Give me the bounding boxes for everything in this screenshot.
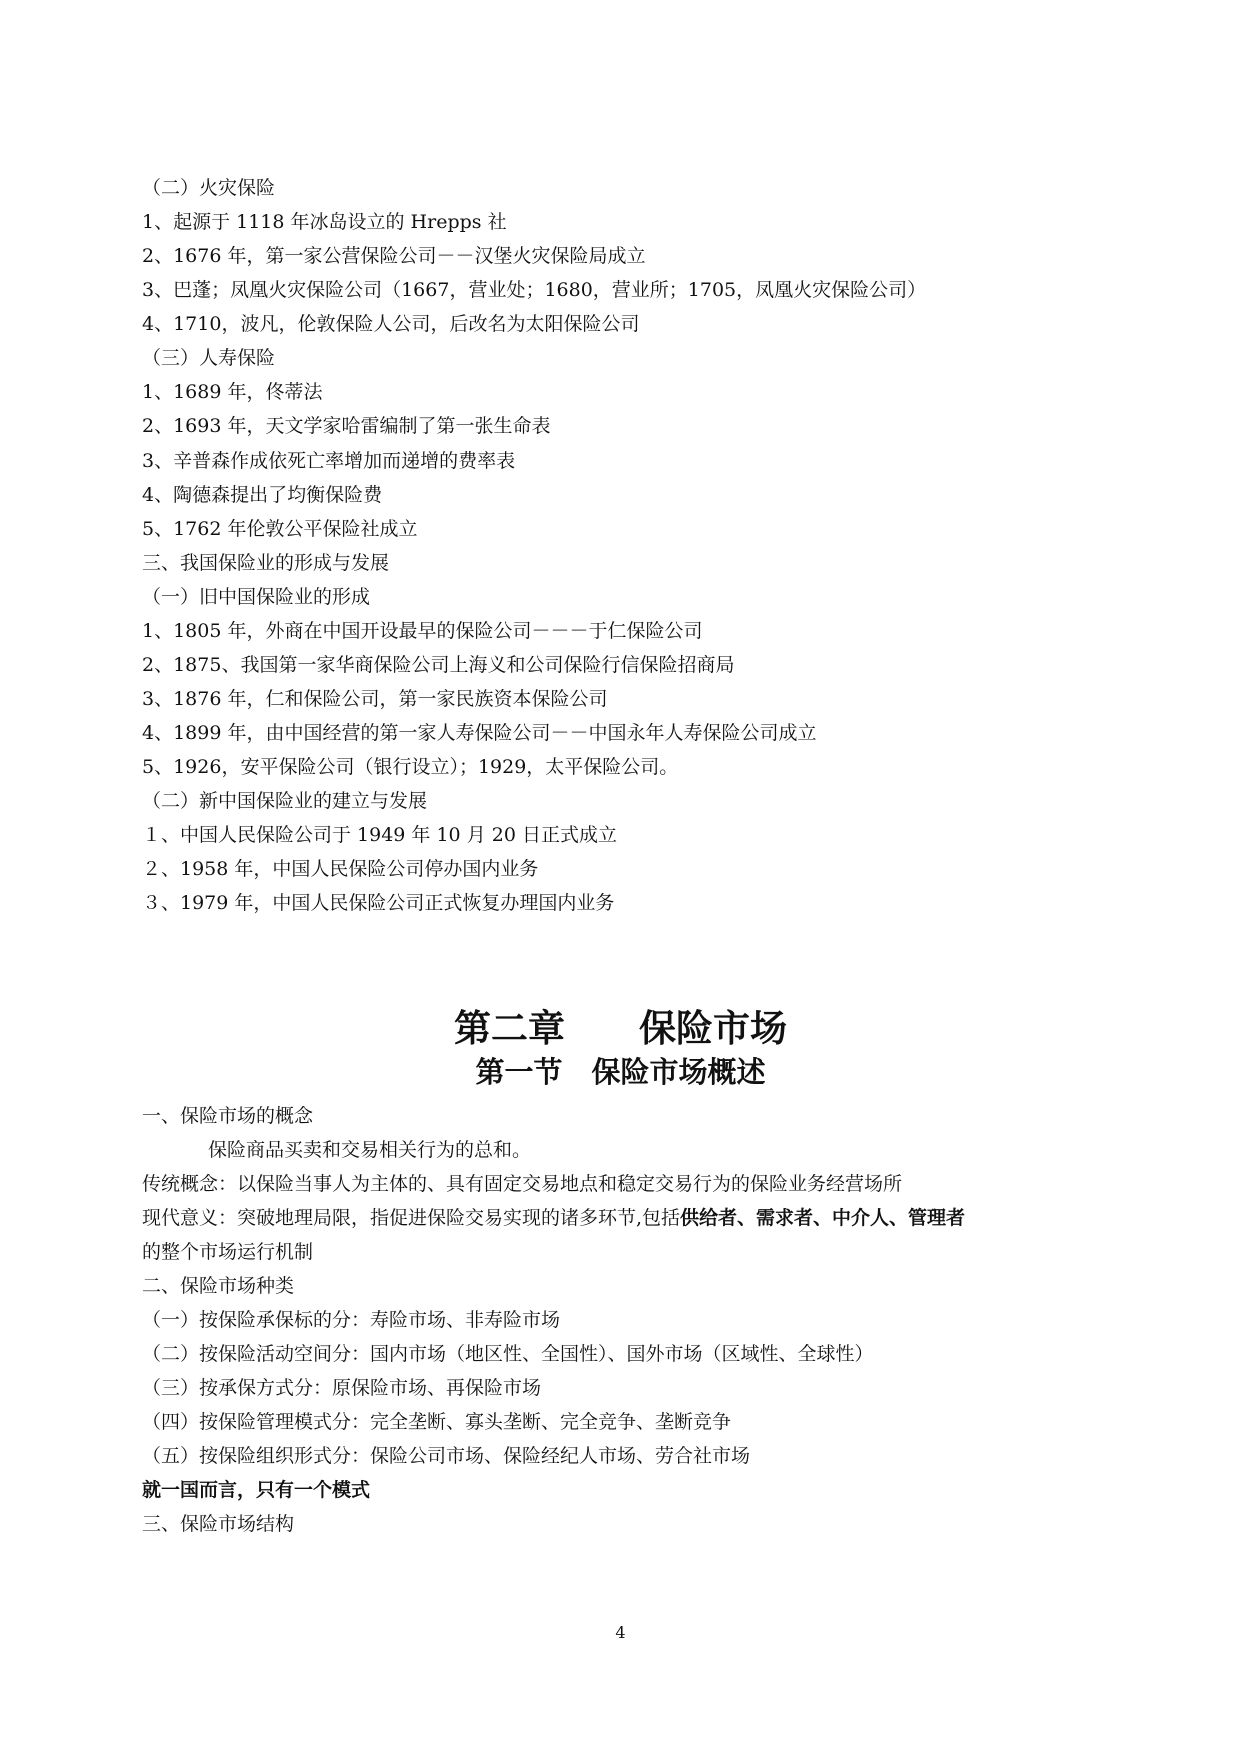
modern-meaning bbox=[142, 1206, 965, 1230]
list-item: 5、1762 年伦敦公平保险社成立 bbox=[142, 518, 418, 540]
bold-note: 就一国而言，只有一个模式 bbox=[142, 1479, 371, 1501]
list-item: 3、巴蓬；凤凰火灾保险公司（1667，营业处；1680，营业所；1705，凤凰火灾保险公司） bbox=[142, 279, 927, 301]
type-item: （四）按保险管理模式分：完全垄断、寡头垄断、完全竞争、垄断竞争 bbox=[142, 1411, 732, 1433]
concept-heading: 一、保险市场的概念 bbox=[142, 1105, 314, 1127]
list-item: 5、1926，安平保险公司（银行设立）；1929，太平保险公司。 bbox=[142, 756, 679, 778]
modern-meaning-continuation: 的整个市场运行机制 bbox=[142, 1241, 314, 1263]
list-item: 3、辛普森作成依死亡率增加而递增的费率表 bbox=[142, 450, 516, 472]
list-item: 2、1676 年，第一家公营保险公司－－汉堡火灾保险局成立 bbox=[142, 245, 646, 267]
list-item: 2、1693 年，天文学家哈雷编制了第一张生命表 bbox=[142, 415, 551, 437]
list-item: 4、陶德森提出了均衡保险费 bbox=[142, 484, 383, 506]
list-item: 3、1876 年，仁和保险公司，第一家民族资本保险公司 bbox=[142, 688, 608, 710]
modern-meaning-bold: 供给者、需求者、中介人、管理者 bbox=[680, 1207, 966, 1229]
list-item: 4、1710，波凡，伦敦保险人公司，后改名为太阳保险公司 bbox=[142, 313, 640, 335]
type-item: （五）按保险组织形式分：保险公司市场、保险经纪人市场、劳合社市场 bbox=[142, 1445, 751, 1467]
chapter-title: 第二章 保险市场 bbox=[454, 1006, 787, 1050]
subsection-heading-life-insurance: （三）人寿保险 bbox=[142, 347, 276, 369]
modern-meaning-prefix: 现代意义：突破地理局限，指促进保险交易实现的诸多环节,包括 bbox=[142, 1207, 681, 1229]
list-item: ２、1958 年，中国人民保险公司停办国内业务 bbox=[142, 858, 539, 880]
section-title: 第一节 保险市场概述 bbox=[475, 1055, 766, 1089]
structure-heading: 三、保险市场结构 bbox=[142, 1513, 295, 1535]
list-item: 1、1689 年，佟蒂法 bbox=[142, 381, 323, 403]
list-item: ３、1979 年，中国人民保险公司正式恢复办理国内业务 bbox=[142, 892, 615, 914]
subsection-heading-fire-insurance: （二）火灾保险 bbox=[142, 177, 276, 199]
list-item: １、中国人民保险公司于 1949 年 10 月 20 日正式成立 bbox=[142, 824, 617, 846]
traditional-concept: 传统概念：以保险当事人为主体的、具有固定交易地点和稳定交易行为的保险业务经营场所 bbox=[142, 1173, 903, 1195]
type-item: （二）按保险活动空间分：国内市场（地区性、全国性）、国外市场（区域性、全球性） bbox=[142, 1343, 874, 1365]
type-item: （三）按承保方式分：原保险市场、再保险市场 bbox=[142, 1377, 542, 1399]
type-item: （一）按保险承保标的分：寿险市场、非寿险市场 bbox=[142, 1309, 561, 1331]
types-heading: 二、保险市场种类 bbox=[142, 1275, 295, 1297]
page-number: 4 bbox=[615, 1623, 626, 1642]
subsection-heading-new-china: （二）新中国保险业的建立与发展 bbox=[142, 790, 428, 812]
subsection-heading-old-china: （一）旧中国保险业的形成 bbox=[142, 586, 371, 608]
list-item: 4、1899 年，由中国经营的第一家人寿保险公司－－中国永年人寿保险公司成立 bbox=[142, 722, 817, 744]
concept-definition: 保险商品买卖和交易相关行为的总和。 bbox=[208, 1139, 532, 1161]
list-item: 1、起源于 1118 年冰岛设立的 Hrepps 社 bbox=[142, 211, 507, 233]
section-heading-china-insurance: 三、我国保险业的形成与发展 bbox=[142, 552, 390, 574]
list-item: 1、1805 年，外商在中国开设最早的保险公司－－－于仁保险公司 bbox=[142, 620, 703, 642]
list-item: 2、1875、我国第一家华商保险公司上海义和公司保险行信保险招商局 bbox=[142, 654, 735, 676]
